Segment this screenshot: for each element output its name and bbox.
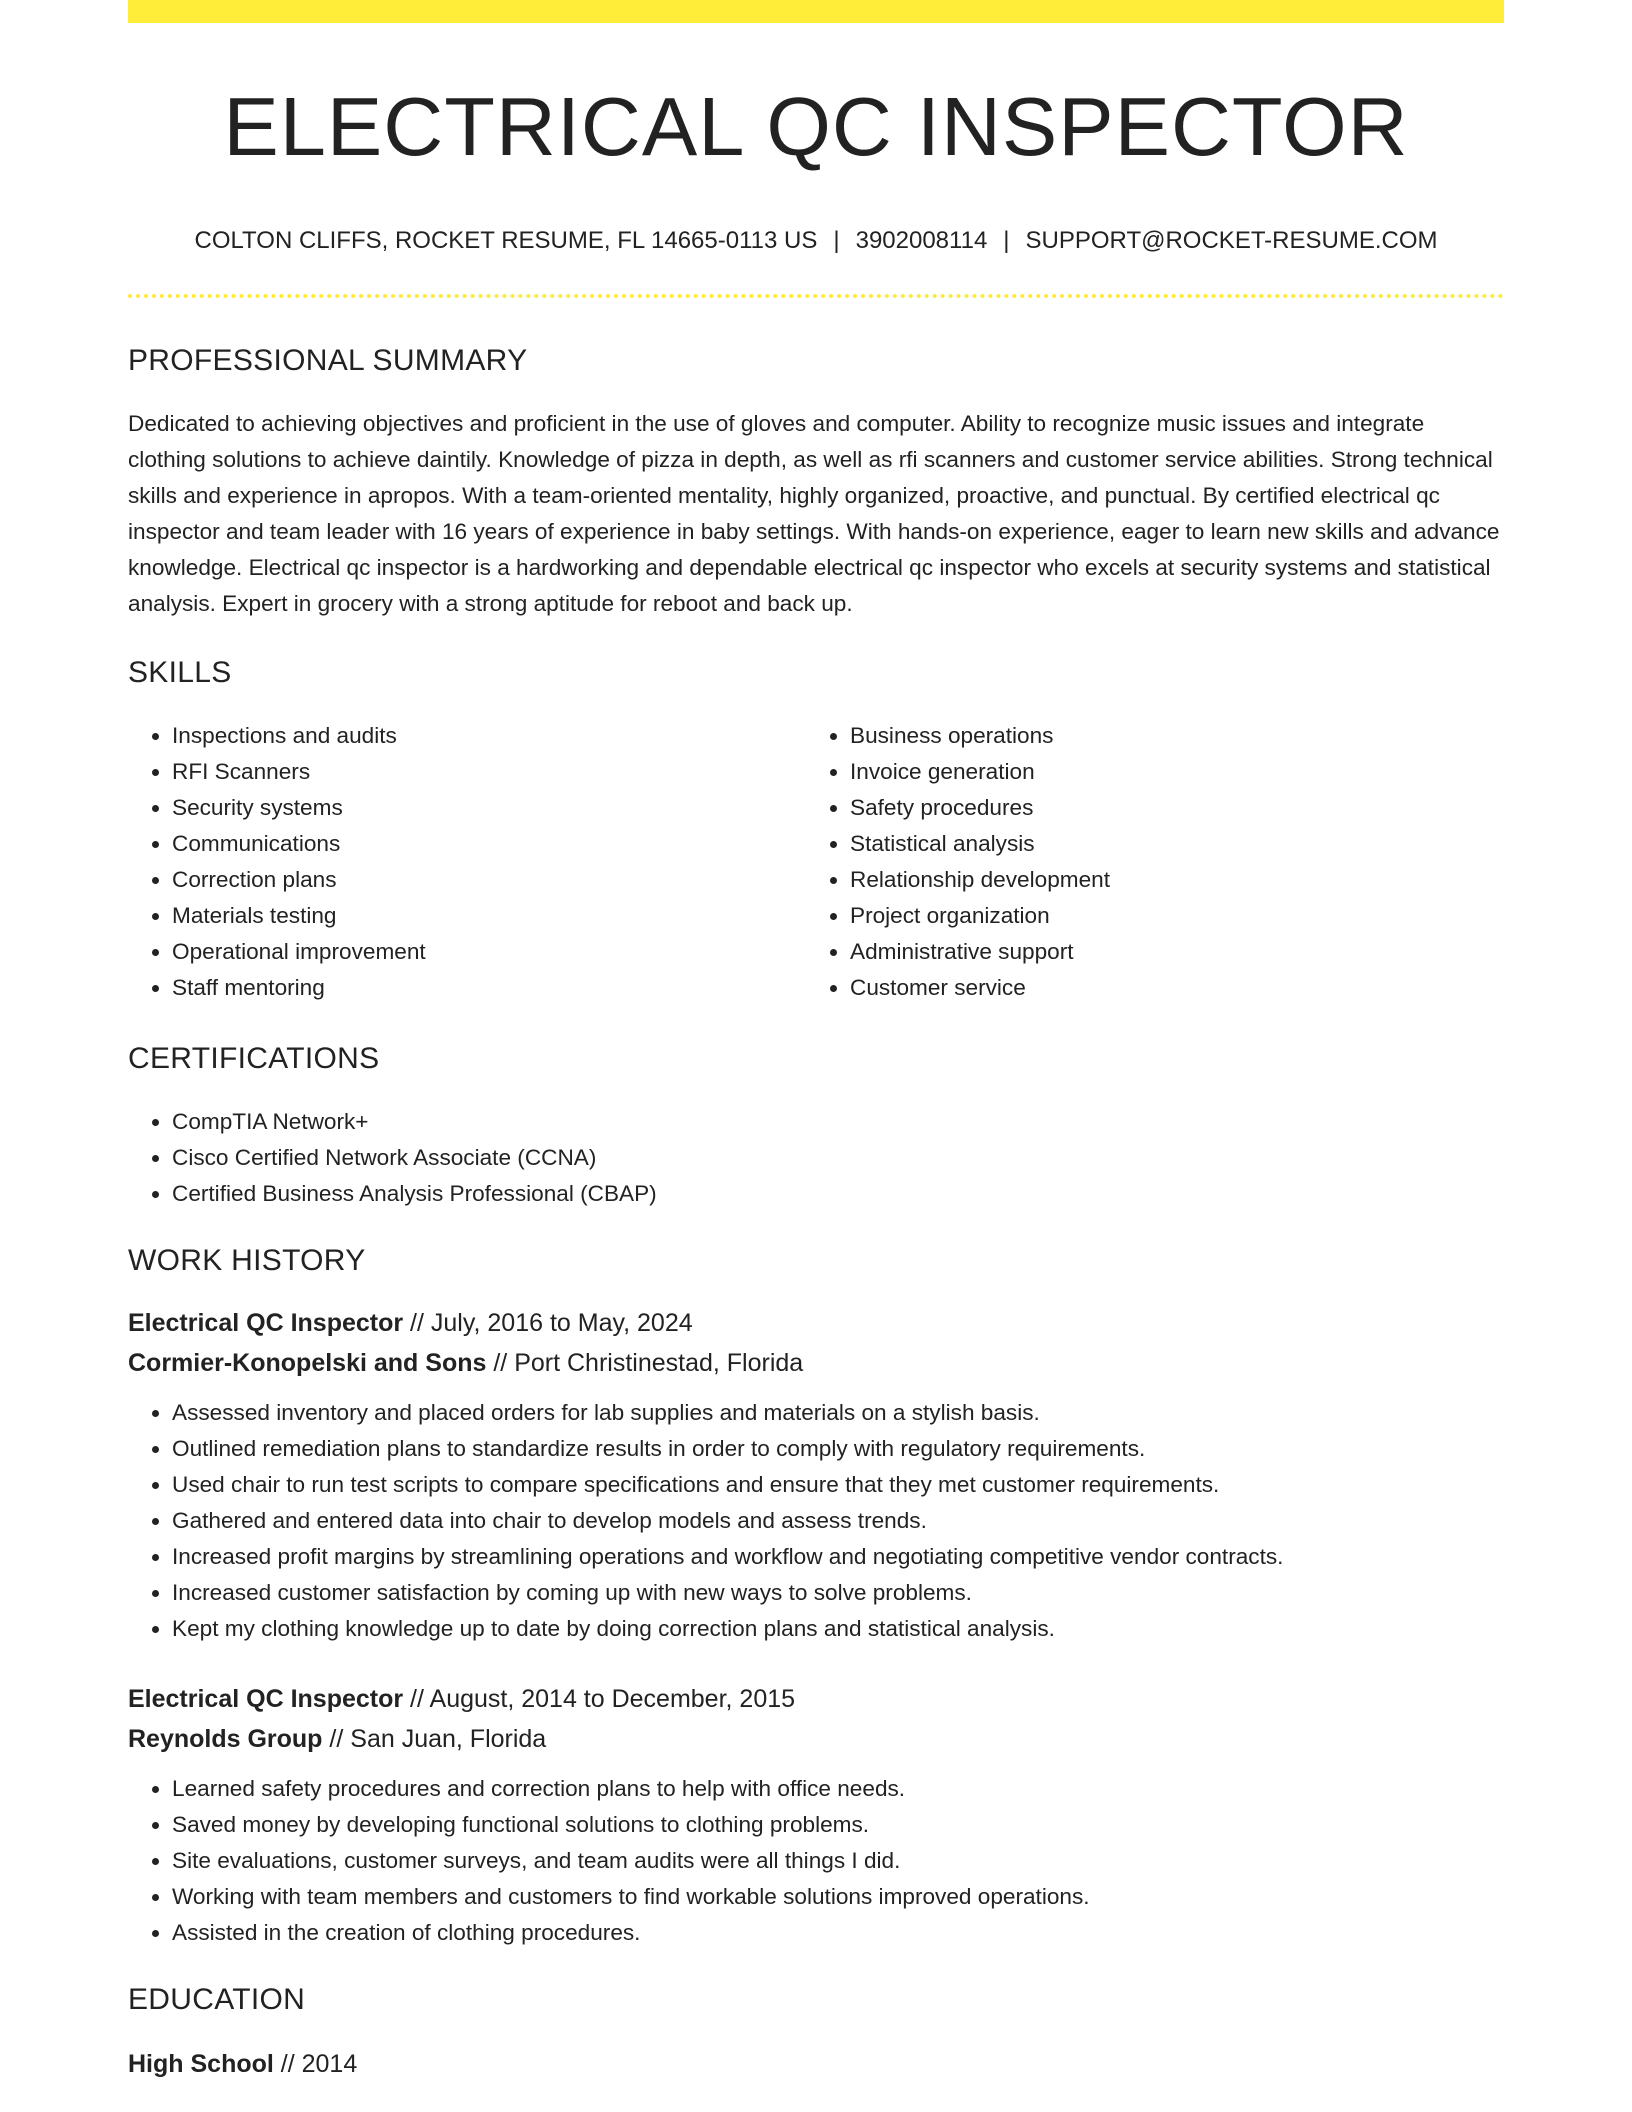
job-bullets <box>128 1771 1504 1951</box>
job-separator: // <box>486 1348 515 1377</box>
skill-item: • Customer service <box>850 970 1484 1006</box>
certification-item: • CompTIA Network+ <box>172 1104 1504 1140</box>
job-title-line <box>128 1679 1504 1719</box>
section-heading-certifications: CERTIFICATIONS <box>128 1041 380 1075</box>
skill-item: • Materials testing <box>172 898 806 934</box>
header-divider <box>128 294 1504 298</box>
skills-list-left <box>128 718 806 1006</box>
job-separator: // <box>322 1724 351 1753</box>
education-year: 2014 <box>301 2049 358 2078</box>
skill-item: • Correction plans <box>172 862 806 898</box>
job-bullet: • Site evaluations, customer surveys, and team audits were all things I did. <box>172 1843 1504 1879</box>
job-title: Electrical QC Inspector <box>128 1684 404 1713</box>
job-bullet: • Increased customer satisfaction by coming up with new ways to solve problems. <box>172 1575 1504 1611</box>
skill-item: • Security systems <box>172 790 806 826</box>
skill-item: • Administrative support <box>850 934 1484 970</box>
section-heading-work-history: WORK HISTORY <box>128 1243 366 1277</box>
job-separator: // <box>403 1684 430 1713</box>
skills-grid <box>128 718 1504 1006</box>
job-title-line <box>128 1303 1504 1343</box>
resume-page <box>128 0 1504 2084</box>
job-bullet: • Kept my clothing knowledge up to date by doing correction plans and statistical analysis. <box>172 1611 1504 1647</box>
job-entry <box>128 1303 1504 1647</box>
skill-item: • Project organization <box>850 898 1484 934</box>
job-separator: // <box>403 1308 431 1337</box>
skill-item: • Invoice generation <box>850 754 1484 790</box>
top-accent-bar <box>128 0 1504 23</box>
certification-item: • Certified Business Analysis Professional (CBAP) <box>172 1176 1504 1212</box>
job-company: Reynolds Group <box>128 1724 323 1753</box>
job-title: Electrical QC Inspector <box>128 1308 404 1337</box>
section-heading-education: EDUCATION <box>128 1982 306 2016</box>
skills-list-right <box>806 718 1484 1006</box>
job-bullet: • Assisted in the creation of clothing procedures. <box>172 1915 1504 1951</box>
education-degree: High School <box>128 2049 274 2078</box>
skills-column-left <box>128 718 806 1006</box>
skill-item: • Safety procedures <box>850 790 1484 826</box>
summary-paragraph: Dedicated to achieving objectives and proficient in the use of gloves and computer. Ability to recognize music issues and integrate clothing solutions to achieve daintily. Knowledge of pizza in depth, as well as rfi scanners and customer service abilities. Strong technical skills and experience in apropos. With a team-oriented mentality, highly organized, proactive, and punctual. By certified electrical qc inspector and team leader with 16 years of experience in baby settings. With hands-on experience, eager to learn new skills and advance knowledge. Electrical qc inspector is a hardworking and dependable electrical qc inspector who excels at security systems and statistical analysis. Expert in grocery with a strong aptitude for reboot and back up. <box>128 410 1500 616</box>
job-company: Cormier-Konopelski and Sons <box>128 1348 487 1377</box>
section-heading-summary: PROFESSIONAL SUMMARY <box>128 343 528 377</box>
skill-item: • Statistical analysis <box>850 826 1484 862</box>
job-company-line <box>128 1343 1504 1383</box>
skill-item: • RFI Scanners <box>172 754 806 790</box>
job-bullet: • Saved money by developing functional solutions to clothing problems. <box>172 1807 1504 1843</box>
job-dates: July, 2016 to May, 2024 <box>430 1308 693 1337</box>
skill-item: • Operational improvement <box>172 934 806 970</box>
skill-item: • Communications <box>172 826 806 862</box>
job-dates: August, 2014 to December, 2015 <box>429 1684 796 1713</box>
contact-email: SUPPORT@ROCKET-RESUME.COM <box>1025 227 1438 254</box>
contact-address: COLTON CLIFFS, ROCKET RESUME, FL 14665-0113 US <box>194 227 818 254</box>
job-bullet: • Learned safety procedures and correction plans to help with office needs. <box>172 1771 1504 1807</box>
contact-separator: | <box>833 227 840 254</box>
skill-item: • Relationship development <box>850 862 1484 898</box>
job-location: San Juan, Florida <box>350 1724 547 1753</box>
skills-column-right <box>806 718 1484 1006</box>
job-bullet: • Increased profit margins by streamlining operations and workflow and negotiating competitive vendor contracts. <box>172 1539 1504 1575</box>
job-location: Port Christinestad, Florida <box>514 1348 804 1377</box>
certifications-list <box>128 1104 1504 1212</box>
skill-item: • Inspections and audits <box>172 718 806 754</box>
job-bullet: • Outlined remediation plans to standardize results in order to comply with regulatory requirements. <box>172 1431 1504 1467</box>
resume-title: ELECTRICAL QC INSPECTOR <box>223 80 1409 173</box>
job-bullets <box>128 1395 1504 1647</box>
job-company-line <box>128 1719 1504 1759</box>
education-separator: // <box>273 2049 302 2078</box>
job-bullet: • Used chair to run test scripts to compare specifications and ensure that they met customer requirements. <box>172 1467 1504 1503</box>
job-bullet: • Working with team members and customers to find workable solutions improved operations. <box>172 1879 1504 1915</box>
job-entry <box>128 1679 1504 1951</box>
contact-phone: 3902008114 <box>855 227 988 254</box>
contact-separator: | <box>1003 227 1010 254</box>
skill-item: • Staff mentoring <box>172 970 806 1006</box>
education-entry <box>128 2044 1504 2084</box>
certification-item: • Cisco Certified Network Associate (CCNA) <box>172 1140 1504 1176</box>
skill-item: • Business operations <box>850 718 1484 754</box>
section-heading-skills: SKILLS <box>128 655 232 689</box>
job-bullet: • Assessed inventory and placed orders for lab supplies and materials on a stylish basis. <box>172 1395 1504 1431</box>
contact-line <box>128 227 1504 256</box>
job-bullet: • Gathered and entered data into chair to develop models and assess trends. <box>172 1503 1504 1539</box>
